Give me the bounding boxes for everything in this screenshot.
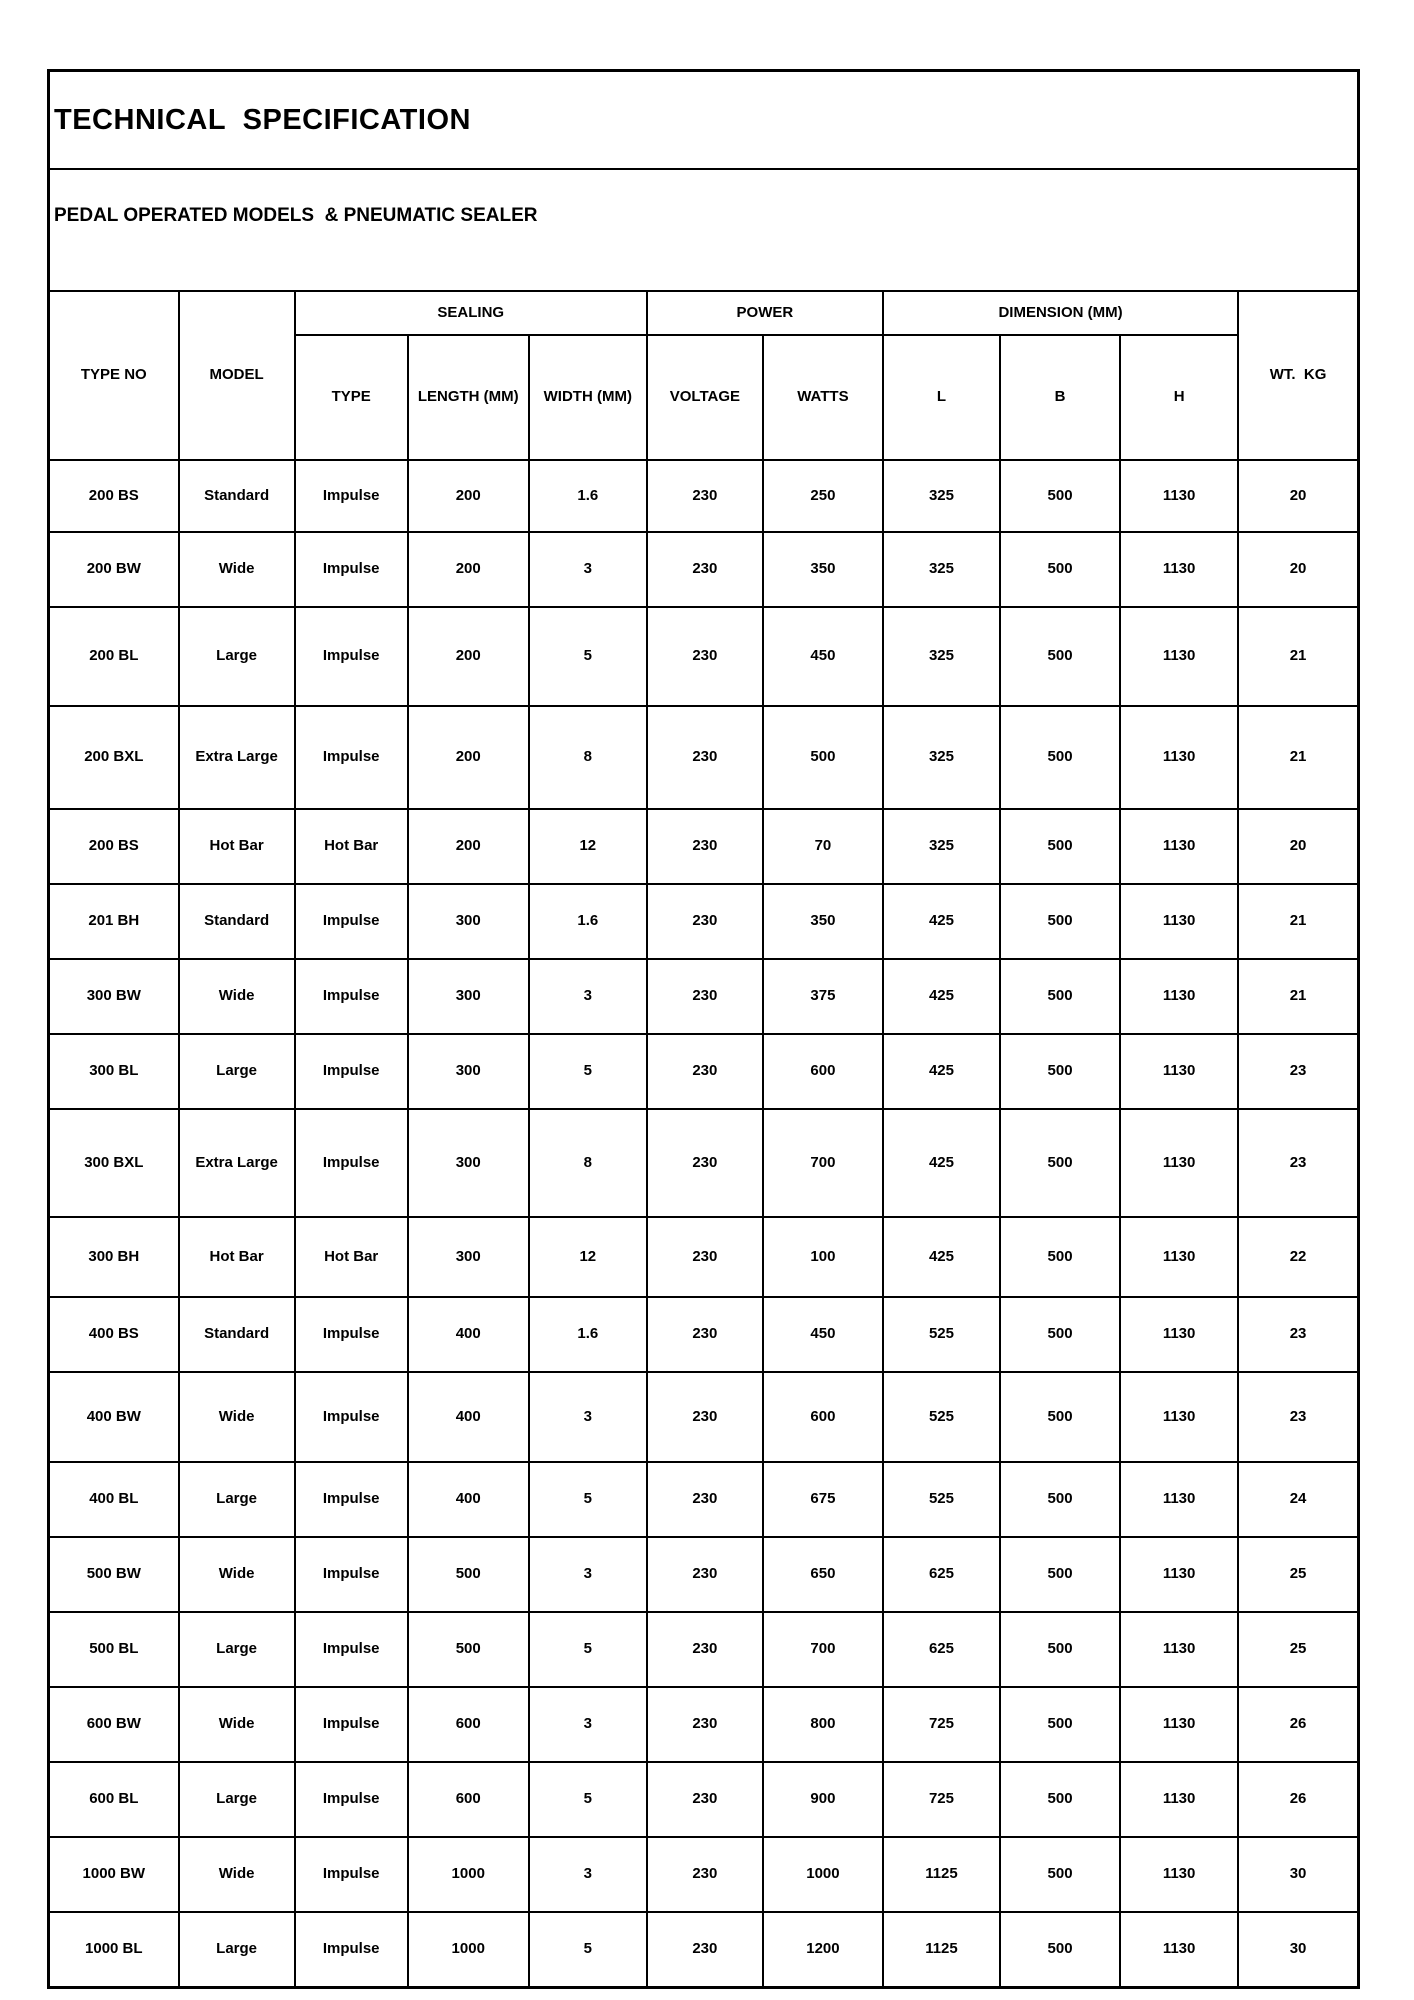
cell-type-no: 300 BXL [49,1109,179,1217]
table-row [49,1217,1359,1297]
cell-watts: 650 [763,1537,883,1612]
cell-type-no: 1000 BW [49,1837,179,1912]
cell-wt-kg: 23 [1238,1372,1358,1462]
cell-model: Extra Large [179,706,295,809]
cell-width-mm: 8 [529,1109,647,1217]
cell-h: 1130 [1120,1034,1238,1109]
cell-watts: 450 [763,607,883,706]
cell-b: 500 [1000,706,1120,809]
cell-wt-kg: 21 [1238,607,1358,706]
cell-l: 325 [883,607,1000,706]
cell-watts: 600 [763,1372,883,1462]
cell-width-mm: 5 [529,1462,647,1537]
cell-wt-kg: 21 [1238,706,1358,809]
cell-voltage: 230 [647,1034,763,1109]
cell-watts: 1000 [763,1837,883,1912]
col-header-l: L [883,335,1000,460]
cell-length-mm: 600 [408,1762,529,1837]
cell-width-mm: 3 [529,1687,647,1762]
cell-model: Large [179,1912,295,1987]
cell-b: 500 [1000,1687,1120,1762]
cell-h: 1130 [1120,1687,1238,1762]
cell-type-no: 600 BW [49,1687,179,1762]
cell-h: 1130 [1120,809,1238,884]
cell-type-no: 1000 BL [49,1912,179,1987]
cell-watts: 600 [763,1034,883,1109]
cell-watts: 100 [763,1217,883,1297]
cell-width-mm: 3 [529,959,647,1034]
cell-type-no: 400 BL [49,1462,179,1537]
cell-l: 325 [883,706,1000,809]
spec-table [47,69,1360,1989]
table-row [49,1837,1359,1912]
cell-length-mm: 300 [408,1034,529,1109]
table-row [49,1297,1359,1372]
group-header-sealing: SEALING [295,291,647,335]
cell-h: 1130 [1120,1297,1238,1372]
cell-l: 725 [883,1687,1000,1762]
group-header-dimension: DIMENSION (MM) [883,291,1238,335]
cell-width-mm: 1.6 [529,1297,647,1372]
cell-l: 425 [883,884,1000,959]
cell-l: 325 [883,809,1000,884]
cell-b: 500 [1000,809,1120,884]
cell-voltage: 230 [647,959,763,1034]
cell-type: Impulse [295,1762,408,1837]
cell-watts: 250 [763,460,883,532]
cell-h: 1130 [1120,460,1238,532]
cell-wt-kg: 25 [1238,1612,1358,1687]
cell-l: 525 [883,1462,1000,1537]
group-header-row [49,291,1359,335]
cell-b: 500 [1000,1372,1120,1462]
cell-type-no: 500 BL [49,1612,179,1687]
table-row [49,1537,1359,1612]
cell-width-mm: 1.6 [529,884,647,959]
cell-width-mm: 3 [529,532,647,607]
cell-length-mm: 300 [408,1109,529,1217]
cell-type: Impulse [295,959,408,1034]
cell-type-no: 200 BW [49,532,179,607]
cell-type-no: 200 BXL [49,706,179,809]
cell-model: Extra Large [179,1109,295,1217]
cell-voltage: 230 [647,1762,763,1837]
cell-voltage: 230 [647,1462,763,1537]
cell-width-mm: 5 [529,607,647,706]
cell-voltage: 230 [647,1687,763,1762]
cell-watts: 900 [763,1762,883,1837]
cell-length-mm: 300 [408,1217,529,1297]
col-header-wt-kg: WT. KG [1238,291,1358,460]
cell-type: Impulse [295,884,408,959]
cell-h: 1130 [1120,1217,1238,1297]
cell-model: Wide [179,959,295,1034]
table-row [49,1034,1359,1109]
cell-type: Impulse [295,1034,408,1109]
cell-type-no: 200 BS [49,460,179,532]
cell-model: Wide [179,532,295,607]
cell-width-mm: 8 [529,706,647,809]
table-row [49,809,1359,884]
cell-voltage: 230 [647,1372,763,1462]
cell-h: 1130 [1120,532,1238,607]
cell-type: Impulse [295,1837,408,1912]
cell-width-mm: 5 [529,1612,647,1687]
cell-width-mm: 3 [529,1837,647,1912]
cell-length-mm: 500 [408,1612,529,1687]
cell-type: Impulse [295,1612,408,1687]
table-row [49,1462,1359,1537]
table-row [49,1372,1359,1462]
table-row [49,959,1359,1034]
cell-wt-kg: 20 [1238,809,1358,884]
cell-model: Hot Bar [179,1217,295,1297]
cell-h: 1130 [1120,1537,1238,1612]
cell-wt-kg: 24 [1238,1462,1358,1537]
cell-h: 1130 [1120,1462,1238,1537]
cell-watts: 375 [763,959,883,1034]
cell-model: Wide [179,1837,295,1912]
cell-watts: 70 [763,809,883,884]
col-header-length-mm: LENGTH (MM) [408,335,529,460]
cell-wt-kg: 23 [1238,1034,1358,1109]
cell-type: Impulse [295,1297,408,1372]
cell-length-mm: 1000 [408,1837,529,1912]
cell-l: 1125 [883,1912,1000,1987]
table-row [49,1762,1359,1837]
cell-type: Impulse [295,706,408,809]
cell-type: Impulse [295,1912,408,1987]
cell-type-no: 201 BH [49,884,179,959]
cell-length-mm: 200 [408,809,529,884]
cell-l: 525 [883,1372,1000,1462]
cell-l: 425 [883,1109,1000,1217]
cell-b: 500 [1000,1462,1120,1537]
table-row [49,1912,1359,1987]
cell-length-mm: 400 [408,1462,529,1537]
cell-wt-kg: 21 [1238,959,1358,1034]
cell-wt-kg: 20 [1238,532,1358,607]
cell-length-mm: 400 [408,1372,529,1462]
cell-voltage: 230 [647,607,763,706]
cell-wt-kg: 26 [1238,1762,1358,1837]
cell-h: 1130 [1120,1762,1238,1837]
cell-model: Hot Bar [179,809,295,884]
cell-type-no: 300 BH [49,1217,179,1297]
cell-b: 500 [1000,1109,1120,1217]
cell-voltage: 230 [647,1109,763,1217]
cell-length-mm: 200 [408,532,529,607]
cell-h: 1130 [1120,1372,1238,1462]
cell-h: 1130 [1120,706,1238,809]
cell-watts: 1200 [763,1912,883,1987]
cell-type-no: 300 BL [49,1034,179,1109]
cell-b: 500 [1000,460,1120,532]
cell-watts: 350 [763,532,883,607]
cell-l: 625 [883,1612,1000,1687]
cell-type: Impulse [295,1109,408,1217]
table-row [49,532,1359,607]
cell-width-mm: 5 [529,1034,647,1109]
cell-model: Wide [179,1372,295,1462]
cell-width-mm: 12 [529,1217,647,1297]
cell-wt-kg: 30 [1238,1837,1358,1912]
cell-watts: 500 [763,706,883,809]
table-row [49,607,1359,706]
cell-h: 1130 [1120,1612,1238,1687]
table-row [49,1109,1359,1217]
cell-wt-kg: 23 [1238,1109,1358,1217]
cell-h: 1130 [1120,607,1238,706]
cell-h: 1130 [1120,959,1238,1034]
cell-model: Large [179,1762,295,1837]
cell-length-mm: 400 [408,1297,529,1372]
cell-length-mm: 1000 [408,1912,529,1987]
cell-type: Impulse [295,460,408,532]
cell-l: 425 [883,1217,1000,1297]
cell-type: Impulse [295,1372,408,1462]
cell-voltage: 230 [647,532,763,607]
cell-type-no: 200 BS [49,809,179,884]
group-header-power: POWER [647,291,883,335]
cell-b: 500 [1000,1612,1120,1687]
cell-type-no: 600 BL [49,1762,179,1837]
cell-type-no: 200 BL [49,607,179,706]
cell-h: 1130 [1120,884,1238,959]
cell-h: 1130 [1120,1912,1238,1987]
cell-watts: 700 [763,1612,883,1687]
cell-wt-kg: 20 [1238,460,1358,532]
cell-type-no: 400 BS [49,1297,179,1372]
cell-length-mm: 300 [408,884,529,959]
cell-voltage: 230 [647,1537,763,1612]
cell-wt-kg: 30 [1238,1912,1358,1987]
cell-watts: 700 [763,1109,883,1217]
col-header-type: TYPE [295,335,408,460]
cell-model: Large [179,1462,295,1537]
cell-length-mm: 300 [408,959,529,1034]
cell-width-mm: 5 [529,1762,647,1837]
col-header-type-no: TYPE NO [49,291,179,460]
cell-l: 725 [883,1762,1000,1837]
cell-b: 500 [1000,532,1120,607]
cell-b: 500 [1000,1762,1120,1837]
col-header-watts: WATTS [763,335,883,460]
cell-model: Large [179,1612,295,1687]
cell-voltage: 230 [647,809,763,884]
page-title: TECHNICAL SPECIFICATION [49,71,1359,170]
cell-type: Impulse [295,1462,408,1537]
col-header-width-mm: WIDTH (MM) [529,335,647,460]
cell-wt-kg: 21 [1238,884,1358,959]
cell-type: Impulse [295,1537,408,1612]
cell-type-no: 500 BW [49,1537,179,1612]
cell-b: 500 [1000,1537,1120,1612]
cell-b: 500 [1000,1297,1120,1372]
cell-l: 1125 [883,1837,1000,1912]
cell-model: Wide [179,1537,295,1612]
cell-type: Impulse [295,607,408,706]
cell-b: 500 [1000,607,1120,706]
cell-b: 500 [1000,959,1120,1034]
cell-width-mm: 5 [529,1912,647,1987]
col-header-model: MODEL [179,291,295,460]
cell-voltage: 230 [647,706,763,809]
table-row [49,706,1359,809]
col-header-voltage: VOLTAGE [647,335,763,460]
cell-width-mm: 3 [529,1372,647,1462]
table-row [49,1687,1359,1762]
cell-type: Hot Bar [295,809,408,884]
table-row [49,884,1359,959]
cell-b: 500 [1000,1912,1120,1987]
cell-voltage: 230 [647,1837,763,1912]
cell-type: Impulse [295,532,408,607]
cell-voltage: 230 [647,1297,763,1372]
cell-type: Hot Bar [295,1217,408,1297]
cell-model: Large [179,1034,295,1109]
cell-watts: 450 [763,1297,883,1372]
cell-l: 525 [883,1297,1000,1372]
col-header-b: B [1000,335,1120,460]
cell-length-mm: 500 [408,1537,529,1612]
cell-type-no: 300 BW [49,959,179,1034]
table-row [49,1612,1359,1687]
cell-length-mm: 600 [408,1687,529,1762]
cell-h: 1130 [1120,1837,1238,1912]
cell-b: 500 [1000,1034,1120,1109]
cell-watts: 800 [763,1687,883,1762]
cell-type-no: 400 BW [49,1372,179,1462]
table-row [49,460,1359,532]
cell-voltage: 230 [647,460,763,532]
cell-h: 1130 [1120,1109,1238,1217]
cell-model: Standard [179,460,295,532]
cell-voltage: 230 [647,1912,763,1987]
cell-wt-kg: 23 [1238,1297,1358,1372]
cell-l: 625 [883,1537,1000,1612]
cell-model: Large [179,607,295,706]
cell-l: 425 [883,1034,1000,1109]
cell-type: Impulse [295,1687,408,1762]
cell-b: 500 [1000,1217,1120,1297]
cell-voltage: 230 [647,1612,763,1687]
cell-length-mm: 200 [408,607,529,706]
cell-wt-kg: 26 [1238,1687,1358,1762]
cell-b: 500 [1000,1837,1120,1912]
cell-width-mm: 3 [529,1537,647,1612]
cell-model: Standard [179,1297,295,1372]
title-row [49,71,1359,170]
cell-voltage: 230 [647,1217,763,1297]
cell-model: Wide [179,1687,295,1762]
cell-l: 325 [883,532,1000,607]
cell-wt-kg: 25 [1238,1537,1358,1612]
cell-b: 500 [1000,884,1120,959]
col-header-h: H [1120,335,1238,460]
cell-width-mm: 12 [529,809,647,884]
cell-l: 325 [883,460,1000,532]
spec-sheet [47,69,1360,1989]
cell-width-mm: 1.6 [529,460,647,532]
cell-wt-kg: 22 [1238,1217,1358,1297]
cell-model: Standard [179,884,295,959]
subtitle: PEDAL OPERATED MODELS & PNEUMATIC SEALER [49,169,1359,291]
cell-length-mm: 200 [408,460,529,532]
cell-watts: 675 [763,1462,883,1537]
cell-voltage: 230 [647,884,763,959]
subtitle-row [49,169,1359,291]
cell-l: 425 [883,959,1000,1034]
cell-watts: 350 [763,884,883,959]
cell-length-mm: 200 [408,706,529,809]
